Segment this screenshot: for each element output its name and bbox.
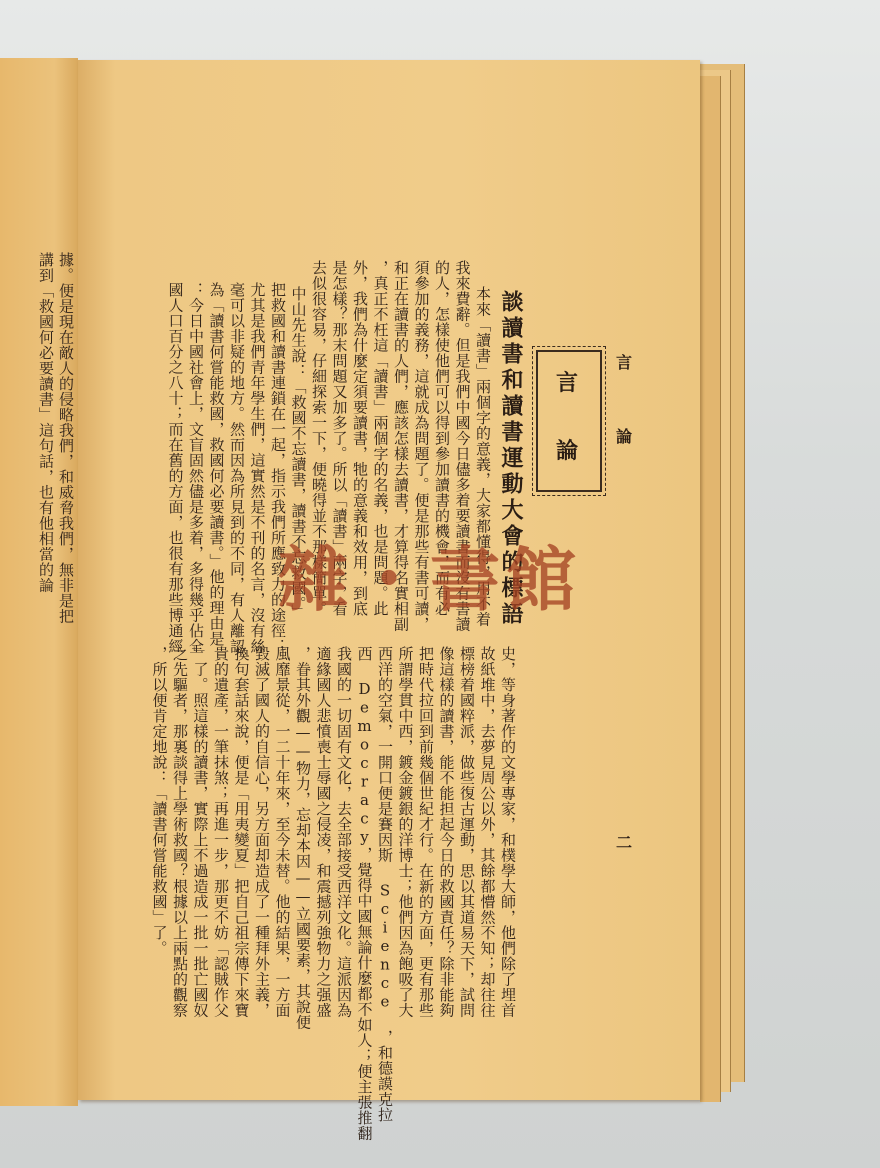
body-column: ，真正不枉這「讀書」兩個字的名義，也是問題。此: [371, 260, 390, 617]
body-column: 把時代拉回到前幾個世紀才行。在新的方面，更有那些: [417, 646, 435, 1018]
body-column: 標榜着國粹派，做些復古運動，思以其道易天下，試問: [458, 646, 476, 1018]
body-column: 須參加的義務，這就成為問題了。便是那些有書可讀，: [412, 260, 431, 632]
body-column: 適緣國人悲憤喪士辱國之侵凌，和震撼列強物力之强盛: [314, 646, 333, 1018]
body-column: 尤其是我們青年學生們，這實然是不刊的名言，沒有絲: [248, 282, 267, 654]
body-column: ，所以便肯定地說：「讀書何嘗能救國」了。: [150, 646, 169, 956]
page-edge-stack: [700, 76, 721, 1102]
body-column: 所謂學貫中西，鍍金鍍銀的洋博士；他們因為飽吸了大: [396, 646, 415, 1018]
body-column: ：今日中國社會上，文盲固然儘是多着，多得幾乎佔全: [187, 282, 205, 654]
body-column: 史，等身著作的文學專家，和樸學大師，他們除了埋首: [499, 646, 517, 1018]
body-column: 西洋的空氣，一開口便是賽因斯 Science ，和德謨克拉: [376, 646, 394, 1123]
body-column: 本來「讀書」兩個字的意義，大家都懂得，用不着: [474, 286, 492, 627]
box-label-top: 言: [556, 370, 579, 396]
article-title: 談讀書和讀書運動大會的標語: [498, 290, 524, 628]
section-header-top: 言: [616, 353, 633, 372]
body-column: 故紙堆中，去夢見周公以外，其餘都懵然不知；却往往: [478, 646, 497, 1018]
body-column: ，眷其外觀——物力，忘却本因——立國要素，其說便: [294, 646, 312, 1030]
watermark-stamp: 雜・書館: [278, 538, 582, 621]
body-column: 是怎樣？那末問題又加多了。所以「讀書」兩字，看: [330, 260, 349, 617]
body-column: 貴的遺產，一筆抹煞；再進一步，那更不妨「認賊作父: [212, 646, 230, 1018]
body-column: 像這樣的讀書，能不能担起今日的救國責任？除非能夠: [437, 646, 456, 1018]
body-column: 中山先生說：「救國不忘讀書，讀書不忘救國。」: [289, 286, 308, 620]
body-column: 的人，怎樣使他們可以得到參加讀書的機會，而有必: [433, 260, 451, 617]
section-header-bottom: 論: [616, 427, 633, 446]
left-page: [0, 58, 78, 1106]
body-column: 風靡景從，一二十年來，至今未替。他的結果，一方面: [273, 646, 292, 1018]
body-column: 毀滅了國人的自信心，另方面却造成了一種拜外主義，: [253, 646, 271, 1018]
left-page-column: 據。便是現在敵人的侵略我們，和威脅我們，無非是把: [57, 252, 75, 624]
body-column: 把救國和讀書連鎖在一起，指示我們所應致力的途徑；: [269, 282, 287, 654]
body-column: 西 Democracy，覺得中國無論什麼都不如人；便主張推翻: [355, 646, 374, 1141]
box-label-bottom: 論: [556, 438, 579, 464]
page-number: 二: [616, 833, 633, 852]
body-column: 去似很容易，仔細探索一下，便曉得並不那樣簡單。: [310, 260, 328, 617]
left-page-column: 講到「救國何必要讀書」這句話，也有他相當的論: [37, 252, 55, 593]
body-column: 我來費辭。但是我們中國今日儘多着要讀書而沒有書讀: [453, 260, 472, 632]
body-column: 為「讀書何嘗能救國，救國何必要讀書。」他的理由是: [207, 282, 226, 647]
body-column: 和正在讀書的人們，應該怎樣去讀書，才算得名實相副: [392, 260, 410, 632]
body-column: 我國的一切固有文化，去全部接受西洋文化。這派因為: [335, 646, 353, 1018]
body-column: 」了。照這樣的讀書，實際上不過造成一批一批亡國奴: [191, 646, 210, 1018]
main-page: [78, 60, 700, 1141]
body-column: 國人口百分之八十；而在舊的方面，也很有那些博通經: [166, 282, 185, 654]
body-column: 換句套話來說，便是「用夷變夏」把自己祖宗傳下來寶: [232, 646, 251, 1018]
body-column: 毫可以非疑的地方。然而因為所見到的不同，有人離認: [228, 282, 246, 654]
body-column: 外，我們為什麼定須要讀書，牠的意義和效用，到底: [351, 260, 369, 617]
body-column: 之先驅者，那裏談得上學術救國？根據以上兩點的觀察: [171, 646, 189, 1018]
